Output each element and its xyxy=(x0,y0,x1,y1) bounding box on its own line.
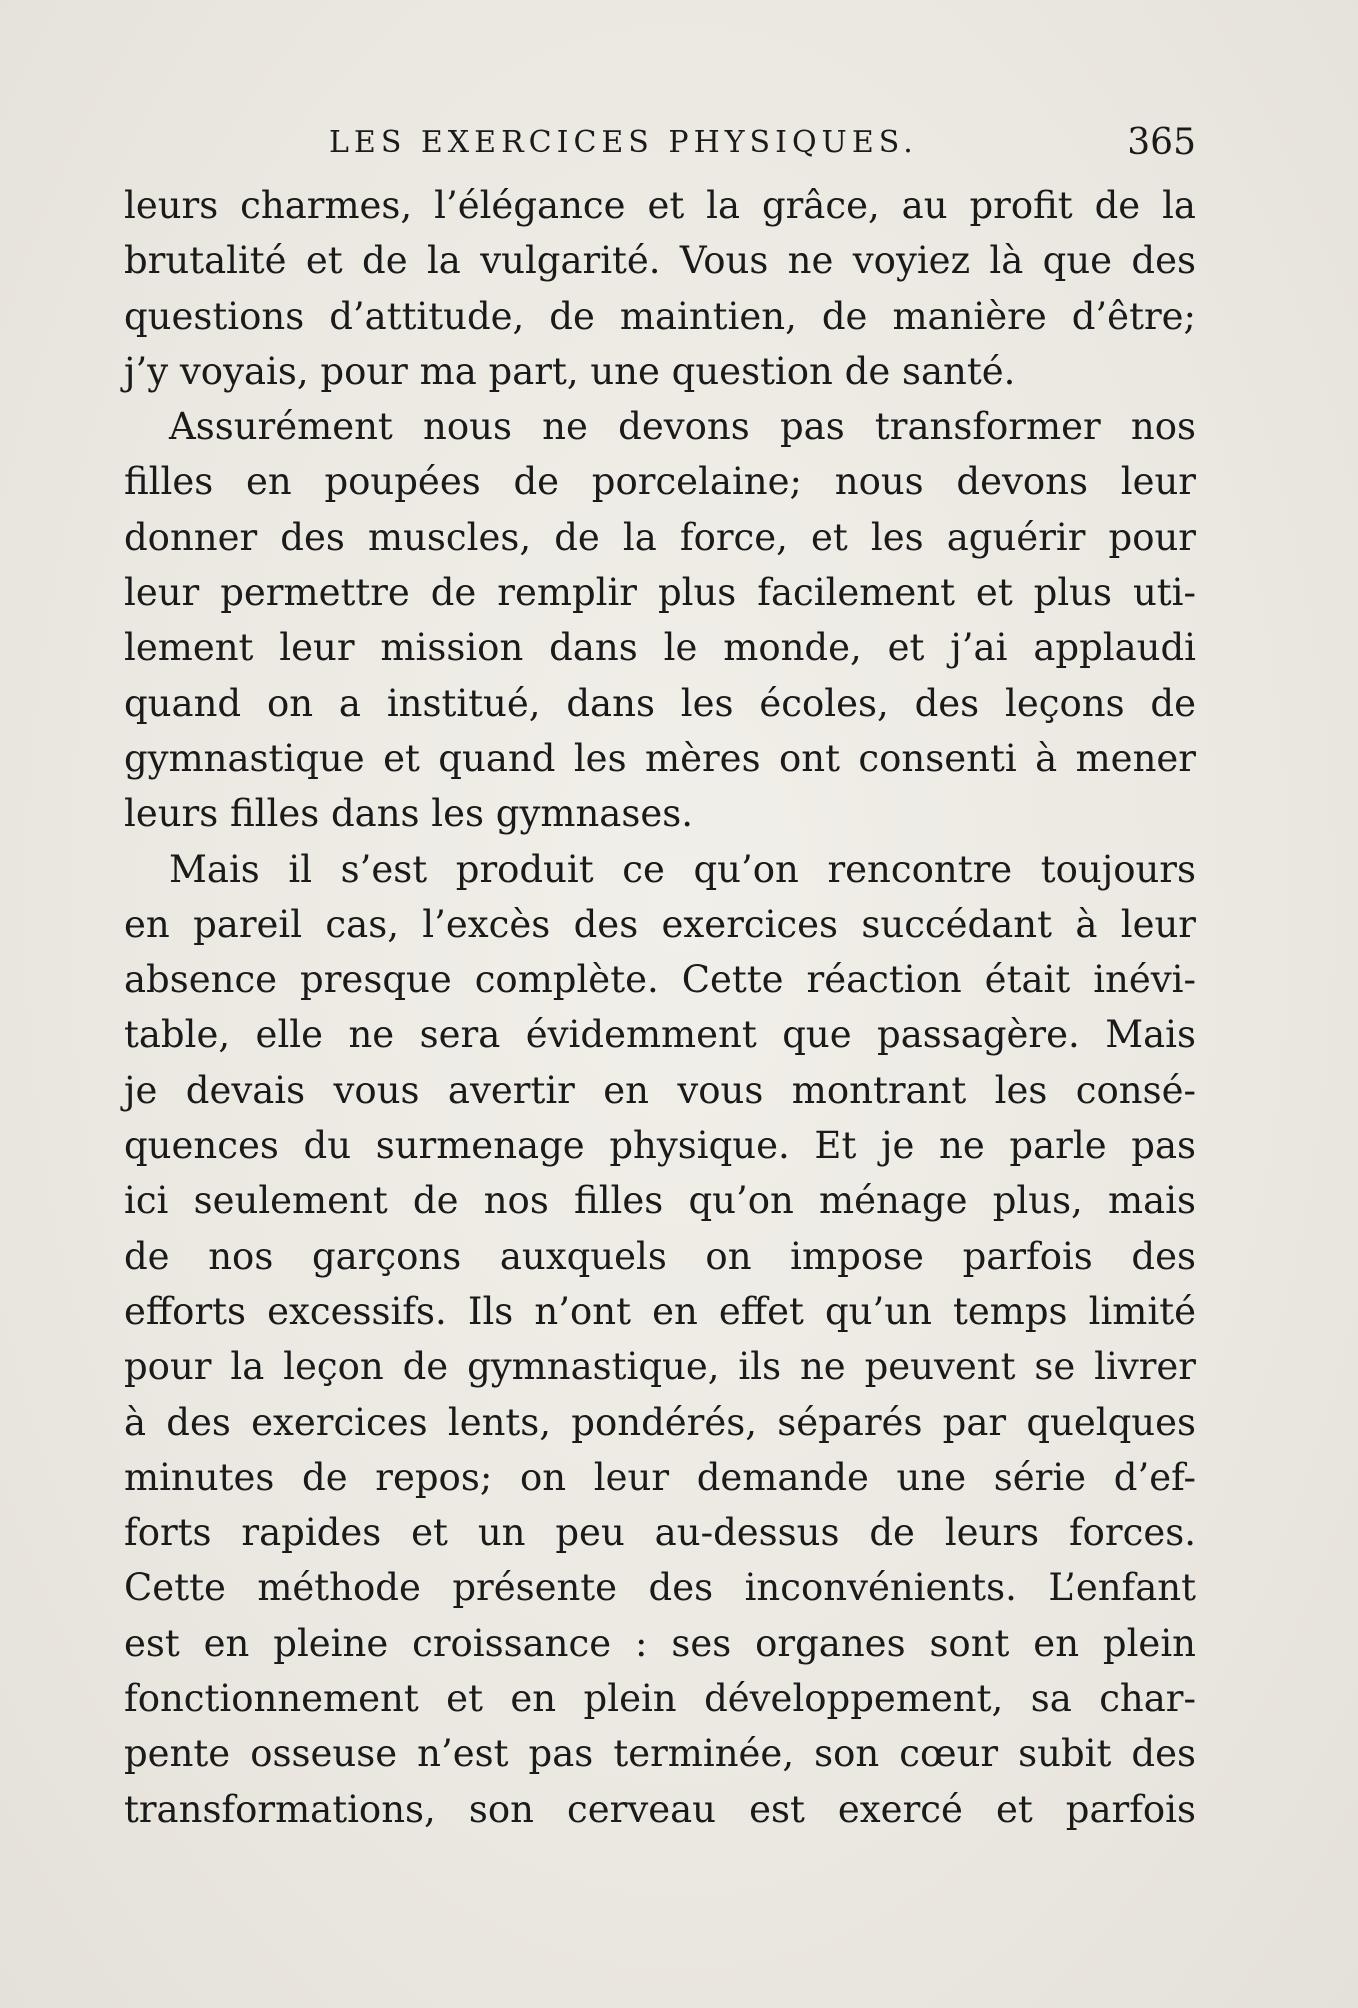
text-line: de nos garçons auxquels on impose parfois des xyxy=(124,1234,1196,1278)
text-line: à des exercices lents, pondérés, séparés par quelques xyxy=(124,1400,1196,1444)
text-line: forts rapides et un peu au-dessus de leurs forces. xyxy=(124,1511,1196,1555)
text-line: gymnastique et quand les mères ont consenti à mener xyxy=(124,736,1196,780)
running-title: LES EXERCICES PHYSIQUES. xyxy=(329,125,918,160)
text-line: leur permettre de remplir plus facilement et plus uti- xyxy=(124,571,1196,615)
text-line: pour la leçon de gymnastique, ils ne peuvent se livrer xyxy=(124,1345,1196,1389)
text-line: efforts excessifs. Ils n’ont en effet qu’un temps limité xyxy=(124,1289,1196,1333)
text-line: table, elle ne sera évidemment que passagère. Mais xyxy=(124,1013,1196,1057)
text-line: je devais vous avertir en vous montrant les consé- xyxy=(124,1068,1196,1112)
text-line: en pareil cas, l’excès des exercices succédant à leur xyxy=(124,902,1196,946)
text-line: Assurément nous ne devons pas transformer nos xyxy=(169,405,1196,449)
text-line: leurs charmes, l’élégance et la grâce, au profit de la xyxy=(124,184,1196,227)
text-line: est en pleine croissance : ses organes sont en plein xyxy=(124,1621,1196,1665)
body-text xyxy=(124,178,1196,1837)
text-line: ici seulement de nos filles qu’on ménage plus, mais xyxy=(124,1179,1196,1223)
text-line: lement leur mission dans le monde, et j’ai applaudi xyxy=(124,626,1196,670)
text-line: brutalité et de la vulgarité. Vous ne voyiez là que des xyxy=(124,239,1196,283)
text-line: quand on a institué, dans les écoles, des leçons de xyxy=(124,681,1196,725)
text-line: minutes de repos; on leur demande une série d’ef- xyxy=(124,1455,1196,1499)
text-line: Cette méthode présente des inconvénients. L’enfant xyxy=(124,1566,1196,1610)
running-head xyxy=(124,118,1196,168)
page-number: 365 xyxy=(1127,122,1196,163)
text-line: donner des muscles, de la force, et les aguérir pour xyxy=(124,515,1196,559)
text-line: leurs filles dans les gymnases. xyxy=(124,792,693,836)
text-line: j’y voyais, pour ma part, une question de santé. xyxy=(124,349,1016,393)
text-line: fonctionnement et en plein développement, sa char- xyxy=(124,1677,1196,1721)
text-line: filles en poupées de porcelaine; nous devons leur xyxy=(124,460,1196,504)
text-line: quences du surmenage physique. Et je ne parle pas xyxy=(124,1124,1196,1168)
text-line: absence presque complète. Cette réaction était inévi- xyxy=(124,958,1196,1002)
text-line: pente osseuse n’est pas terminée, son cœur subit des xyxy=(124,1732,1196,1776)
text-line: Mais il s’est produit ce qu’on rencontre toujours xyxy=(169,847,1196,891)
text-line: questions d’attitude, de maintien, de manière d’être; xyxy=(124,294,1196,338)
text-line: transformations, son cerveau est exercé et parfois xyxy=(124,1787,1196,1831)
